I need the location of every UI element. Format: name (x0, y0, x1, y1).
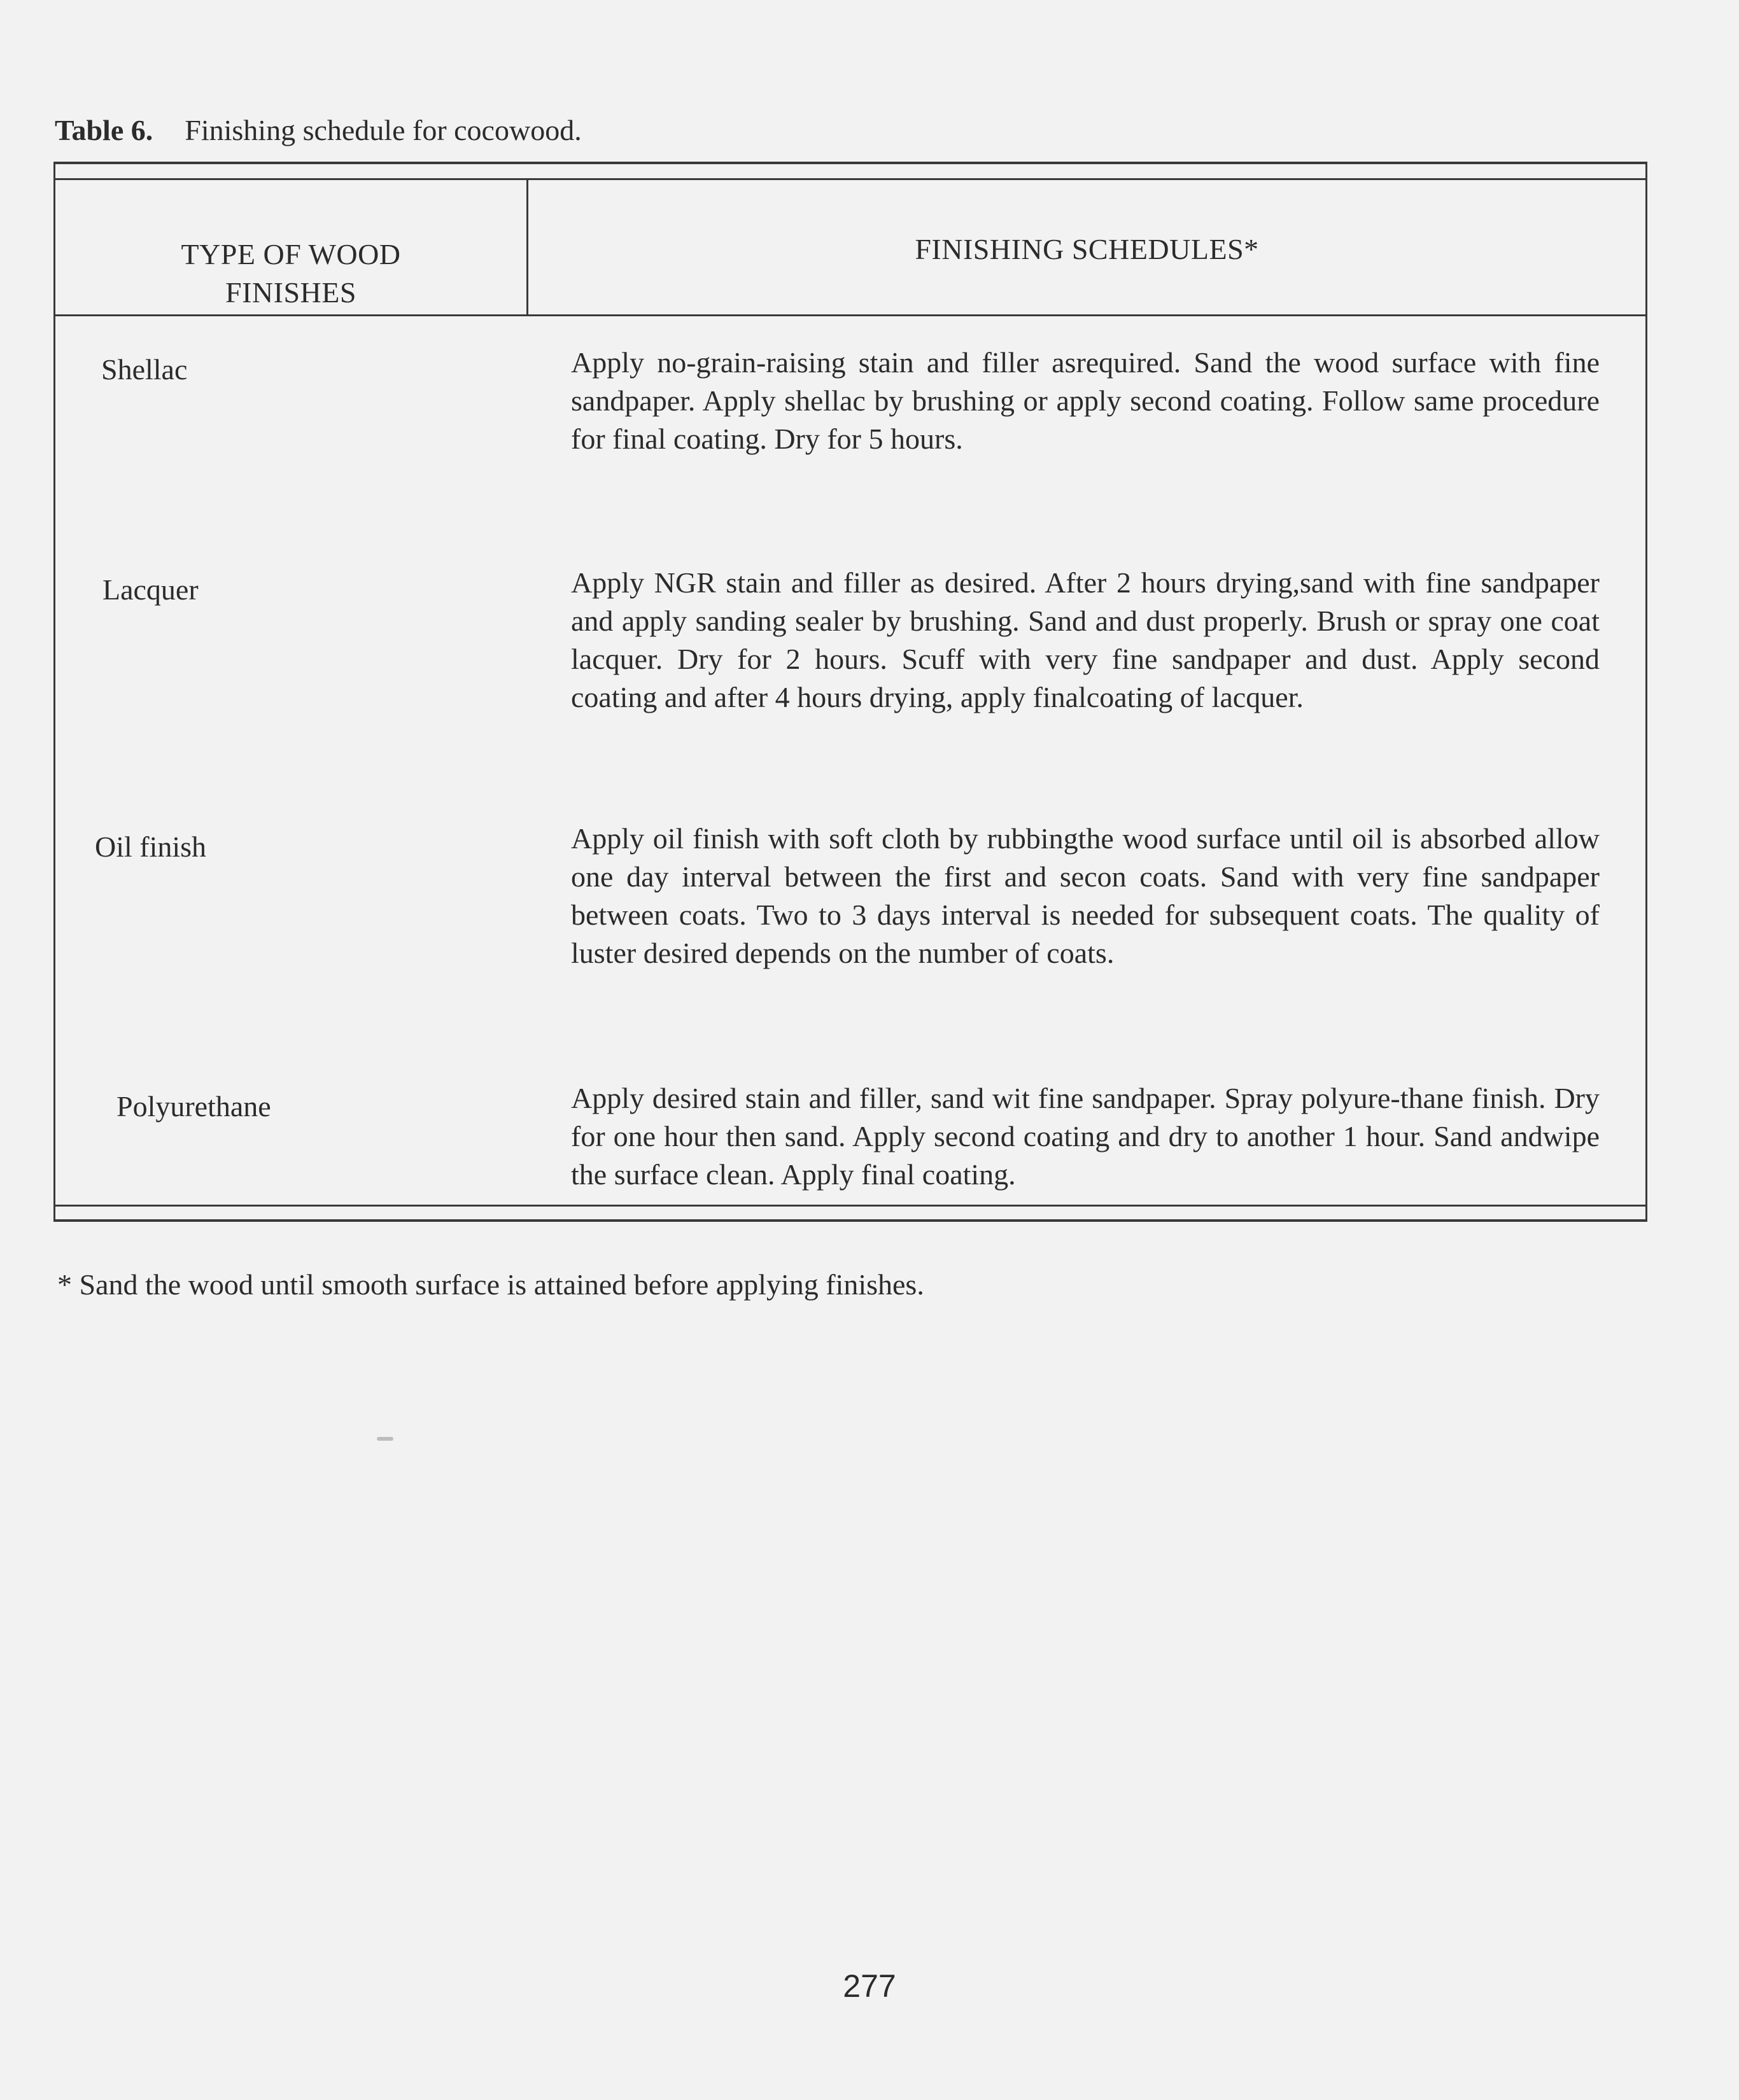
row-schedule-polyurethane: Apply desired stain and filler, sand wit fine sandpaper. Spray polyure-thane finish. Dry for one hour then sand. Apply second coating and dry to another 1 hour. Sand andwipe the surface clean. Apply final coating. (571, 1082, 1600, 1191)
table-header-rule (55, 314, 1645, 316)
row-type-oil-finish: Oil finish (95, 830, 207, 863)
table-footnote: * Sand the wood until smooth surface is attained before applying finishes. (57, 1268, 924, 1301)
row-type-polyurethane: Polyurethane (116, 1090, 271, 1123)
finishing-schedule-table (53, 162, 1647, 1222)
column-header-type: TYPE OF WOOD FINISHES (181, 238, 401, 309)
table-bottom-double-rule (55, 1205, 1645, 1207)
table-caption-title: Finishing schedule for cocowood. (185, 114, 582, 146)
table-top-double-rule (55, 178, 1645, 180)
row-schedule-oil-finish: Apply oil finish with soft cloth by rubbingthe wood surface until oil is absorbed allow one day interval between the first and secon coats. Sand with very fine sandpaper between coats. Two to 3 days interval is needed for subsequent coats. The quality of luster desired depends on the number of coats. (571, 822, 1600, 969)
table-caption-label: Table 6. (55, 114, 153, 146)
row-schedule-lacquer: Apply NGR stain and filler as desired. After 2 hours drying,sand with fine sandpaper and apply sanding sealer by brushing. Sand and dust properly. Brush or spray one coat lacquer. Dry for 2 hours. Scuff with very fine sandpaper and dust. Apply second coating and after 4 hours drying, apply finalcoating of lacquer. (571, 566, 1600, 713)
scan-smudge (377, 1437, 393, 1441)
row-type-shellac: Shellac (101, 353, 188, 386)
row-schedule-shellac: Apply no-grain-raising stain and filler asrequired. Sand the wood surface with fine sandpaper. Apply shellac by brushing or apply second coating. Follow same procedure for final coating. Dry for 5 hours. (571, 346, 1600, 455)
table-caption (55, 113, 582, 147)
page-number: 277 (843, 1968, 896, 2004)
column-header-schedules: FINISHING SCHEDULES* (915, 233, 1259, 265)
row-type-lacquer: Lacquer (102, 573, 199, 606)
